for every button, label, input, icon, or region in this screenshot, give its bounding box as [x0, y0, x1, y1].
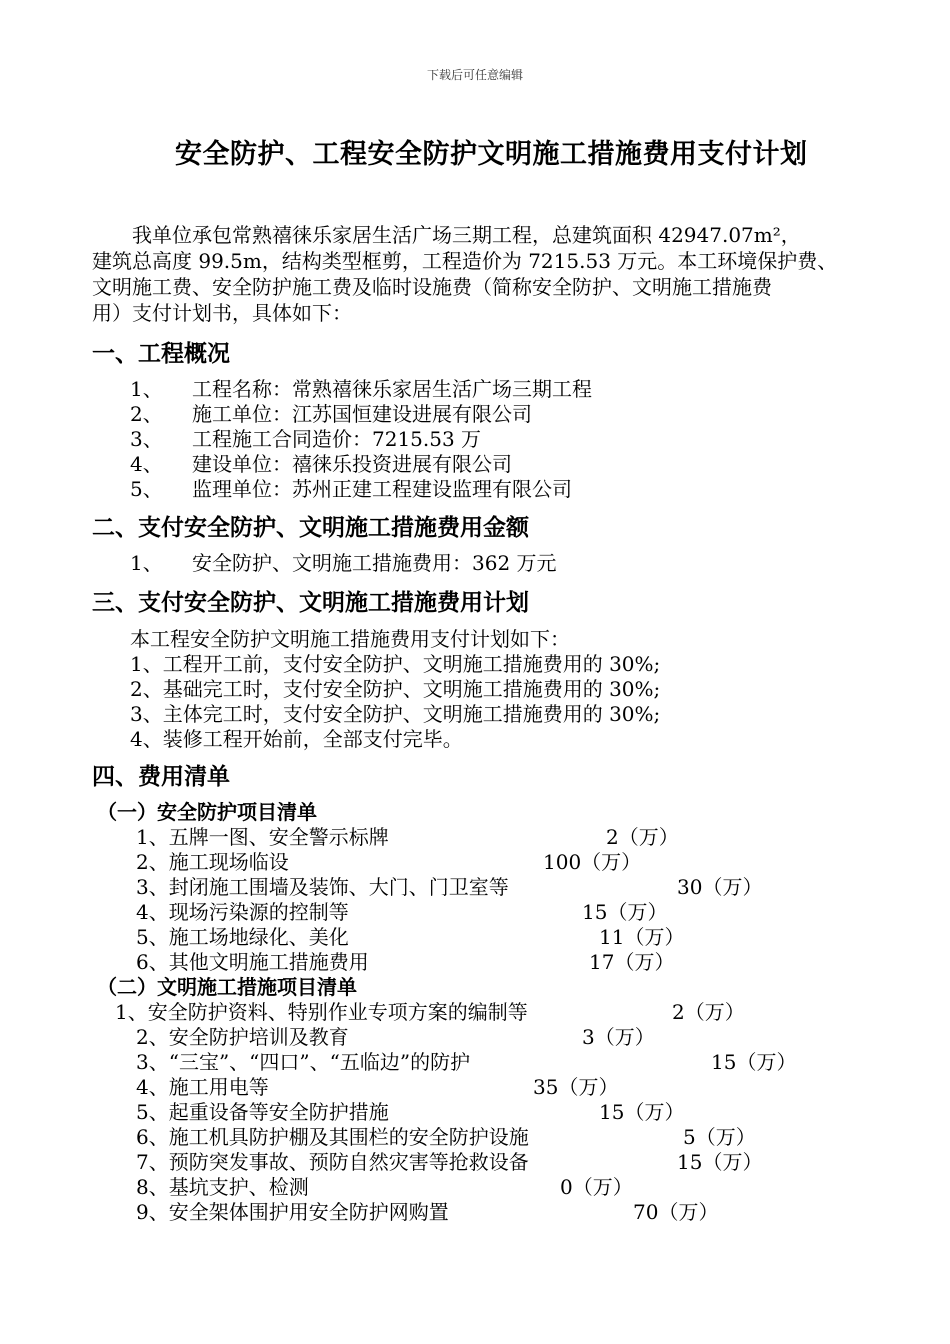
cost-item: 5、起重设备等安全防护措施 — [136, 1100, 389, 1124]
list-item: 安全防护、文明施工措施费用：362 万元 — [192, 551, 557, 575]
document-title: 安全防护、工程安全防护文明施工措施费用支付计划 — [175, 139, 808, 170]
cost-amount: 15（万） — [582, 900, 668, 924]
list-item: 施工单位：江苏国恒建设进展有限公司 — [192, 402, 532, 426]
cost-item: 4、现场污染源的控制等 — [136, 900, 349, 924]
cost-amount: 100（万） — [543, 850, 642, 874]
list-item: 监理单位：苏州正建工程建设监理有限公司 — [192, 477, 572, 501]
plan-line: 1、工程开工前，支付安全防护、文明施工措施费用的 30%; — [130, 652, 661, 676]
cost-amount: 70（万） — [633, 1200, 719, 1224]
plan-line: 2、基础完工时，支付安全防护、文明施工措施费用的 30%; — [130, 677, 661, 701]
intro-paragraph — [92, 222, 877, 326]
cost-item: 2、施工现场临设 — [136, 850, 289, 874]
list-number: 2、 — [130, 402, 163, 426]
cost-amount: 3（万） — [582, 1025, 655, 1049]
cost-amount: 11（万） — [599, 925, 685, 949]
cost-amount: 15（万） — [677, 1150, 763, 1174]
plan-line: 4、装修工程开始前，全部支付完毕。 — [130, 727, 463, 751]
cost-item: 5、施工场地绿化、美化 — [136, 925, 349, 949]
cost-amount: 2（万） — [606, 825, 679, 849]
intro-line: 建筑总高度 99.5m，结构类型框剪，工程造价为 7215.53 万元。本工环境保护费、 — [92, 249, 838, 273]
cost-amount: 0（万） — [560, 1175, 633, 1199]
section4-heading: 四、费用清单 — [92, 763, 230, 790]
cost-amount: 17（万） — [589, 950, 675, 974]
cost-amount: 15（万） — [599, 1100, 685, 1124]
cost-amount: 2（万） — [672, 1000, 745, 1024]
intro-line: 文明施工费、安全防护施工费及临时设施费（简称安全防护、文明施工措施费 — [92, 275, 772, 299]
list-number: 3、 — [130, 427, 163, 451]
cost-item: 9、安全架体围护用安全防护网购置 — [136, 1200, 449, 1224]
list-item: 工程施工合同造价：7215.53 万 — [192, 427, 482, 451]
plan-line: 3、主体完工时，支付安全防护、文明施工措施费用的 30%; — [130, 702, 661, 726]
plan-line: 本工程安全防护文明施工措施费用支付计划如下： — [130, 627, 570, 651]
intro-line: 我单位承包常熟禧徕乐家居生活广场三期工程，总建筑面积 42947.07m²， — [132, 223, 801, 247]
list-item: 建设单位：禧徕乐投资进展有限公司 — [192, 452, 512, 476]
cost-amount: 5（万） — [683, 1125, 756, 1149]
civilized-list-heading: （二）文明施工措施项目清单 — [97, 975, 357, 999]
cost-item: 4、施工用电等 — [136, 1075, 269, 1099]
list-number: 1、 — [130, 551, 163, 575]
cost-item: 7、预防突发事故、预防自然灾害等抢救设备 — [136, 1150, 529, 1174]
cost-amount: 15（万） — [711, 1050, 797, 1074]
list-item: 工程名称：常熟禧徕乐家居生活广场三期工程 — [192, 377, 592, 401]
cost-item: 6、其他文明施工措施费用 — [136, 950, 369, 974]
cost-amount: 30（万） — [677, 875, 763, 899]
cost-item: 2、安全防护培训及教育 — [136, 1025, 349, 1049]
cost-item: 1、安全防护资料、特别作业专项方案的编制等 — [115, 1000, 528, 1024]
cost-amount: 35（万） — [533, 1075, 619, 1099]
list-number: 1、 — [130, 377, 163, 401]
section3-heading: 三、支付安全防护、文明施工措施费用计划 — [92, 589, 529, 616]
list-number: 4、 — [130, 452, 163, 476]
intro-line: 用）支付计划书，具体如下： — [92, 301, 352, 325]
cost-item: 3、“三宝”、“四口”、“五临边”的防护 — [136, 1050, 471, 1074]
section1-heading: 一、工程概况 — [92, 340, 230, 367]
section2-heading: 二、支付安全防护、文明施工措施费用金额 — [92, 514, 529, 541]
cost-item: 8、基坑支护、检测 — [136, 1175, 309, 1199]
cost-item: 1、五牌一图、安全警示标牌 — [136, 825, 389, 849]
cost-item: 3、封闭施工围墙及装饰、大门、门卫室等 — [136, 875, 509, 899]
list-number: 5、 — [130, 477, 163, 501]
safety-list-heading: （一）安全防护项目清单 — [97, 800, 317, 824]
header-note: 下载后可任意编辑 — [426, 68, 523, 82]
cost-item: 6、施工机具防护棚及其围栏的安全防护设施 — [136, 1125, 529, 1149]
